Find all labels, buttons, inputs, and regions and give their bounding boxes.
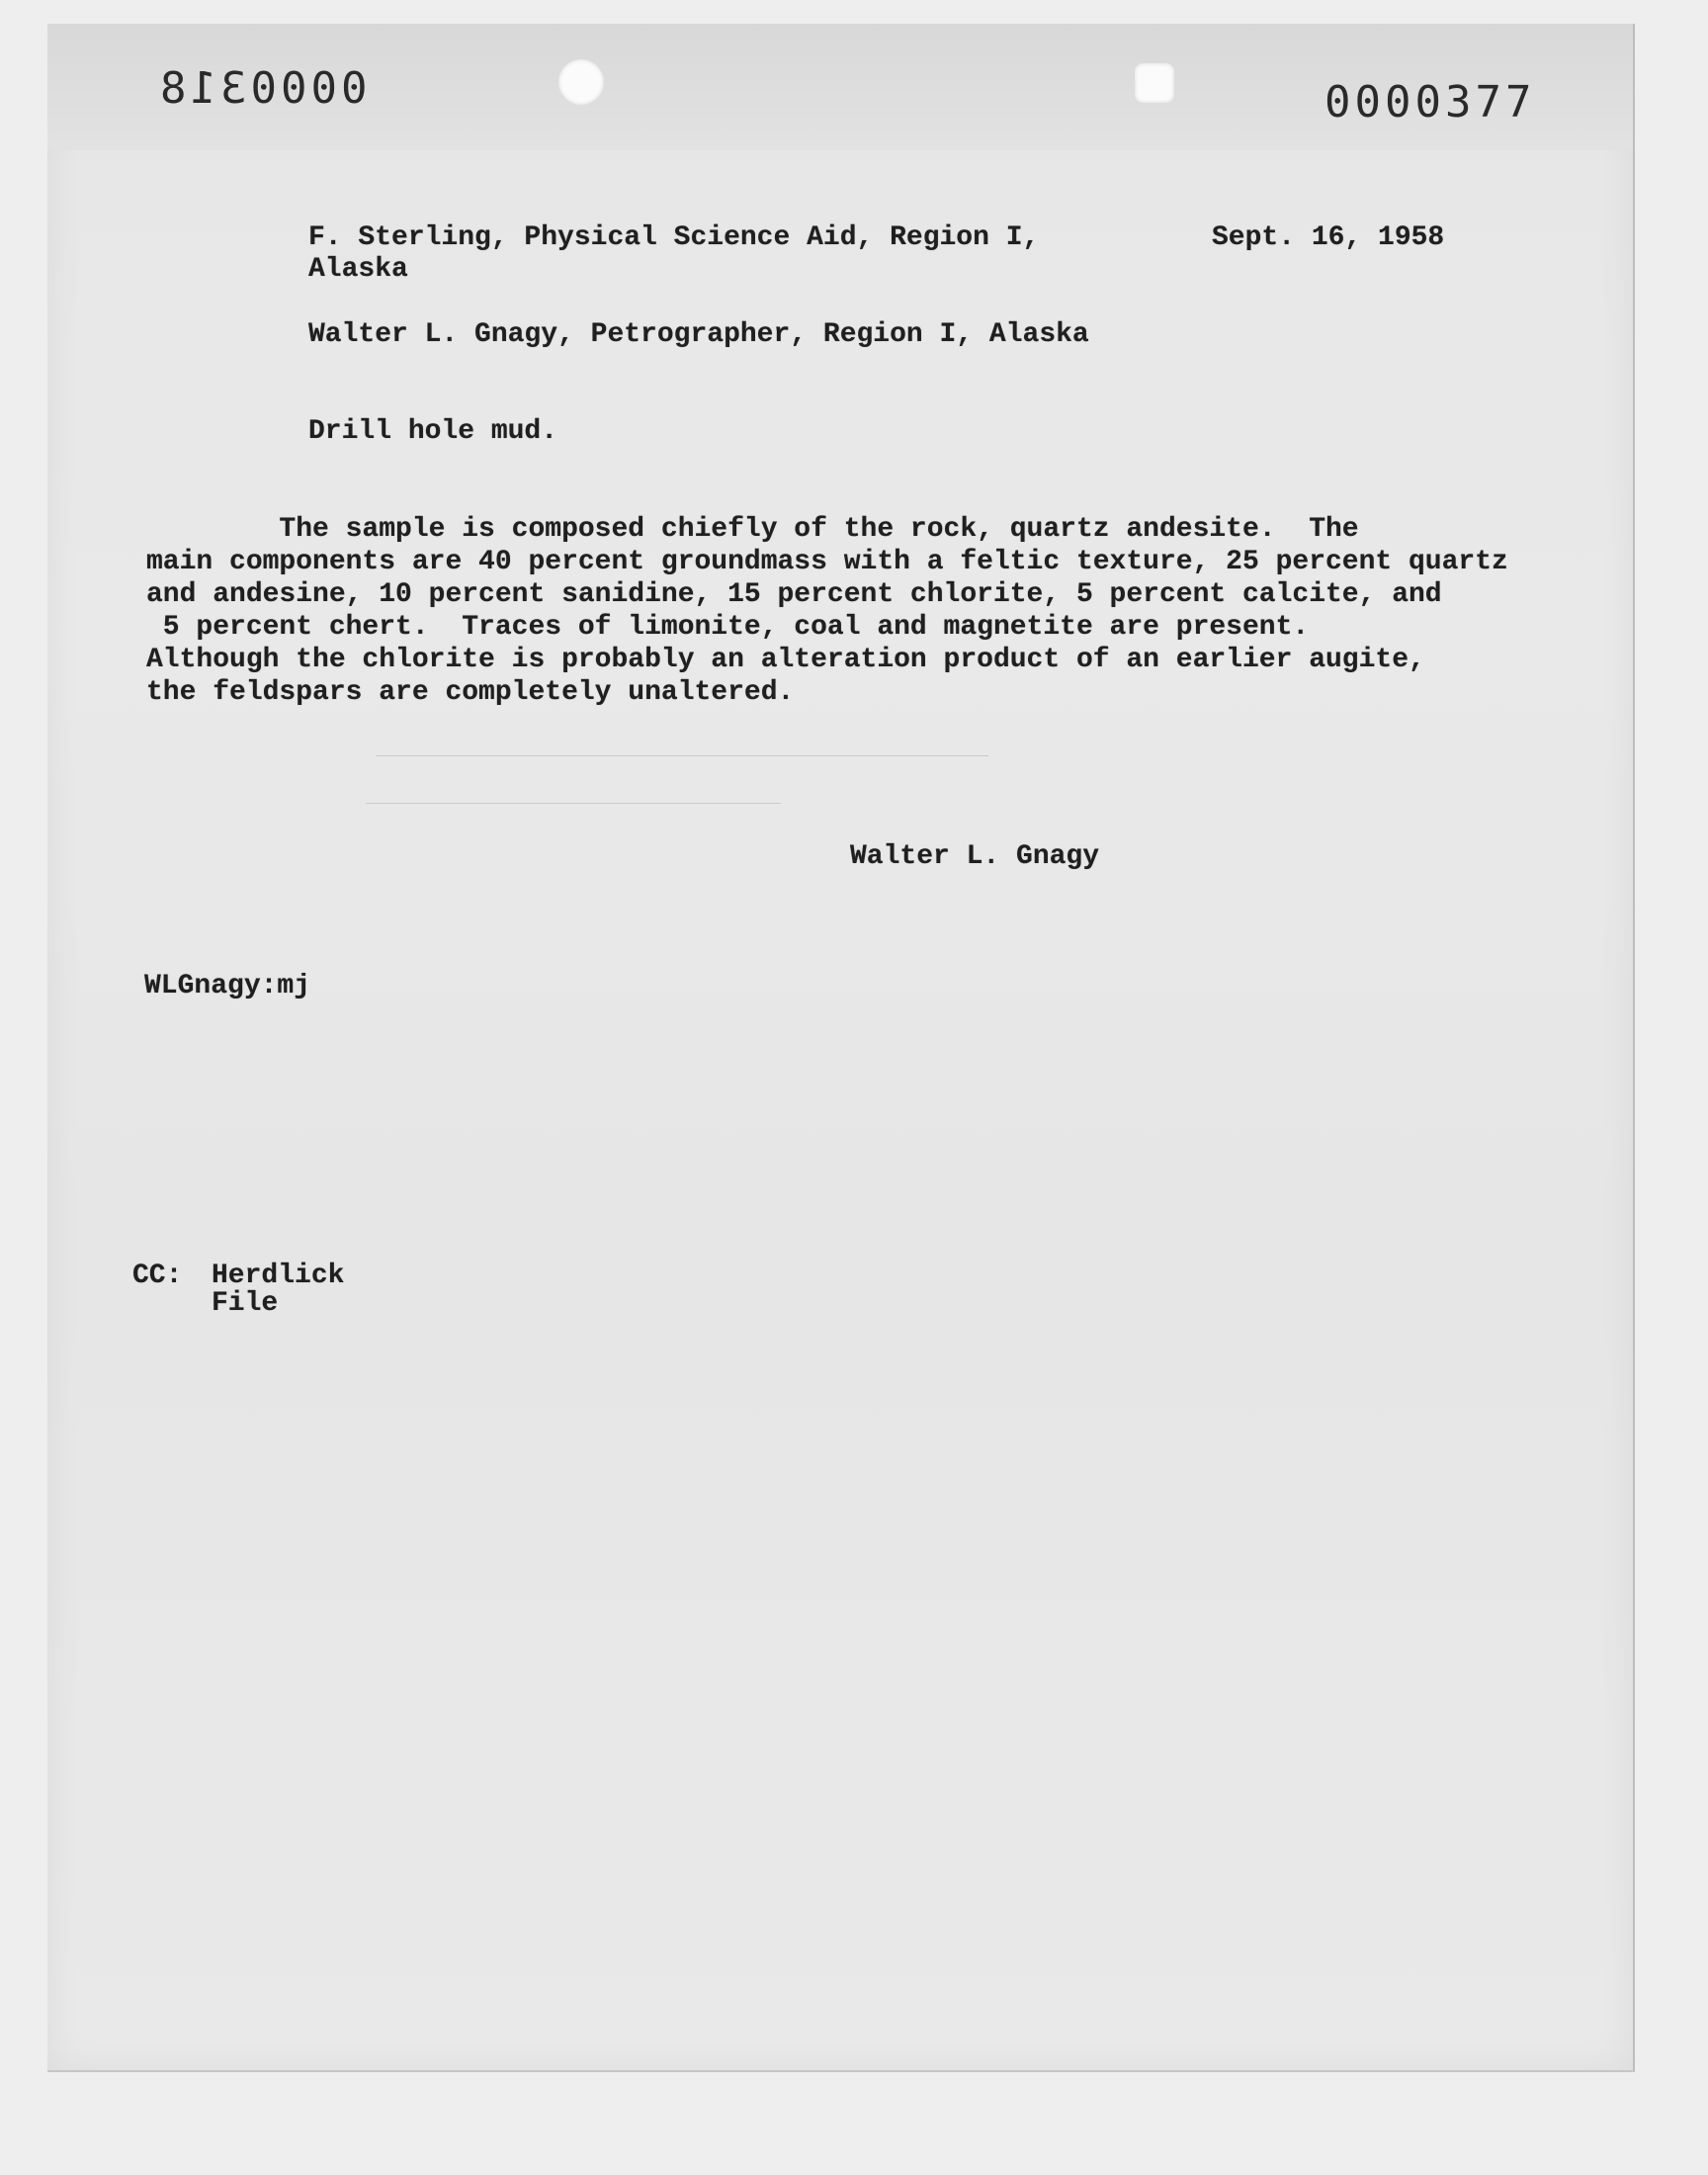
cc-label: CC:: [132, 1261, 183, 1291]
torn-hole: [1135, 63, 1174, 103]
faint-rule: [366, 803, 781, 804]
cc-recipient: File: [212, 1288, 279, 1319]
subject-line: Drill hole mud.: [308, 416, 558, 447]
body-line: 5 percent chert. Traces of limonite, coal and magnetite are present.: [146, 612, 1310, 643]
body-line: main components are 40 percent groundmass with a feltic texture, 25 percent quartz: [146, 547, 1508, 577]
body-line: the feldspars are completely unaltered.: [146, 677, 795, 708]
sender-line: Walter L. Gnagy, Petrographer, Region I, Alaska: [308, 319, 1089, 350]
stamp-number-right: 0000377: [1324, 77, 1536, 128]
stamp-number-left: 0000318: [156, 63, 368, 114]
memo-date: Sept. 16, 1958: [1212, 222, 1445, 253]
body-line: Although the chlorite is probably an alteration product of an earlier augite,: [146, 645, 1425, 675]
recipient-line-2: Alaska: [308, 254, 408, 285]
cc-recipient: Herdlick: [212, 1261, 345, 1291]
recipient-line-1: F. Sterling, Physical Science Aid, Region I,: [308, 222, 1040, 253]
typist-initials: WLGnagy:mj: [144, 971, 311, 1001]
punch-hole: [558, 59, 604, 105]
signature: Walter L. Gnagy: [850, 841, 1100, 872]
body-line: The sample is composed chiefly of the rock, quartz andesite. The: [146, 514, 1359, 545]
faint-rule: [376, 755, 988, 756]
body-line: and andesine, 10 percent sanidine, 15 percent chlorite, 5 percent calcite, and: [146, 579, 1442, 610]
